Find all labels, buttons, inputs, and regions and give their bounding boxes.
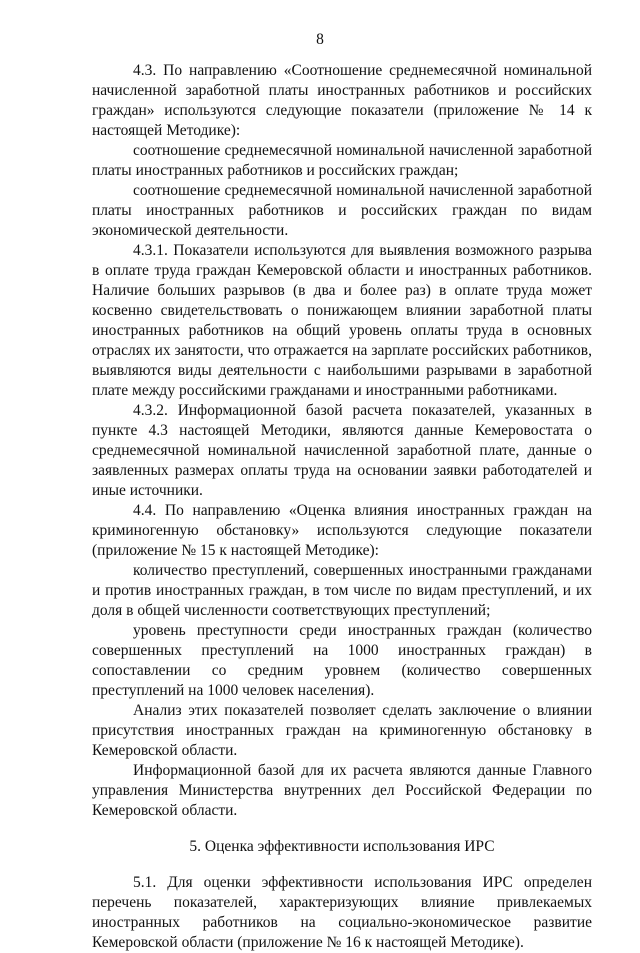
- paragraph-5-1: 5.1. Для оценки эффективности использования ИРС определен перечень показателей, характеризующих влияние привлекаемых иностранных работников на социально-экономическое развитие Кемеровской области (приложение № 16 к настоящей Методике).: [92, 874, 592, 951]
- paragraph-4-3: 4.3. По направлению «Соотношение среднемесячной номинальной начисленной заработной платы иностранных работников и российских граждан» используются следующие показатели (приложение № 14 к настоящей Методике):: [92, 62, 592, 139]
- document-body: [92, 61, 592, 953]
- paragraph-indicator-ratio: соотношение среднемесячной номинальной начисленной заработной платы иностранных работников и российских граждан;: [92, 142, 592, 179]
- paragraph-4-3-2: 4.3.2. Информационной базой расчета показателей, указанных в пункте 4.3 настоящей Методики, являются данные Кемеровостата о среднемесячной номинальной начисленной заработной плате, данные о заявленных размерах оплаты труда на основании заявки работодателей и иные источники.: [92, 402, 592, 499]
- page-number: 8: [316, 31, 324, 48]
- paragraph-4-3-1: 4.3.1. Показатели используются для выявления возможного разрыва в оплате труда граждан Кемеровской области и иностранных работников. Наличие больших разрывов (в два и более раз) в оплате труда может косвенно свидетельствовать о понижающем влиянии заработной платы иностранных работников на общий уровень оплаты труда в основных отраслях их занятости, что отражается на зарплате российских работников, выявляются виды деятельности с наибольшими разрывами в заработной плате между российскими гражданами и иностранными работниками.: [92, 242, 592, 399]
- paragraph-information-base: Информационной базой для их расчета являются данные Главного управления Министерства внутренних дел Российской Федерации по Кемеровской области.: [92, 762, 592, 819]
- paragraph-crime-count: количество преступлений, совершенных иностранными гражданами и против иностранных граждан, в том числе по видам преступлений, и их доля в общей численности соответствующих преступлений;: [92, 562, 592, 619]
- paragraph-4-4: 4.4. По направлению «Оценка влияния иностранных граждан на криминогенную обстановку» используются следующие показатели (приложение № 15 к настоящей Методике):: [92, 502, 592, 559]
- paragraph-analysis: Анализ этих показателей позволяет сделать заключение о влиянии присутствия иностранных граждан на криминогенную обстановку в Кемеровской области.: [92, 702, 592, 759]
- paragraph-indicator-ratio-by-activity: соотношение среднемесячной номинальной начисленной заработной платы иностранных работников и российских граждан по видам экономической деятельности.: [92, 182, 592, 239]
- paragraph-crime-level: уровень преступности среди иностранных граждан (количество совершенных преступлений на 1000 иностранных граждан) в сопоставлении со средним уровнем (количество совершенных преступлений на 1000 человек населения).: [92, 622, 592, 699]
- section-heading: 5. Оценка эффективности использования ИРС: [189, 838, 495, 855]
